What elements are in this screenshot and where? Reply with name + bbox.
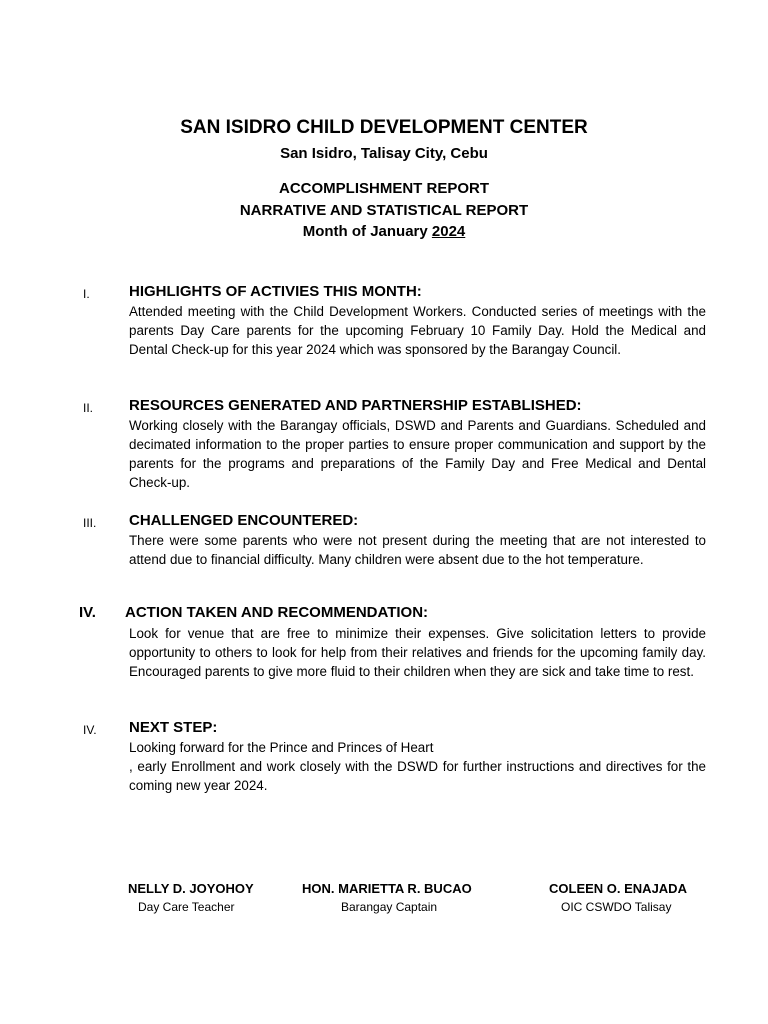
section-body: Look for venue that are free to minimize their expenses. Give solicitation letters to provide opportunity to others to look for help from their relatives and friends for the upcoming family day. Encouraged parents to give more fluid to their children when they are sick and take time to rest.: [129, 626, 706, 679]
signatory-role: OIC CSWDO Talisay: [561, 900, 672, 914]
organization-name: SAN ISIDRO CHILD DEVELOPMENT CENTER: [180, 117, 588, 138]
organization-address: San Isidro, Talisay City, Cebu: [280, 145, 488, 162]
section-number: III.: [83, 516, 97, 530]
report-subtitle: NARRATIVE AND STATISTICAL REPORT: [239, 202, 529, 219]
section-number: II.: [83, 401, 94, 415]
section-body-first-line: Looking forward for the Prince and Princes of Heart: [129, 740, 434, 755]
signatory-name: HON. MARIETTA R. BUCAO: [302, 881, 472, 896]
section-body: There were some parents who were not present during the meeting that are not interested to attend due to financial difficulty. Many children were absent due to the hot temperature.: [129, 533, 706, 567]
section-title: NEXT STEP:: [129, 719, 218, 736]
section-title: RESOURCES GENERATED AND PARTNERSHIP ESTABLISHED:: [129, 397, 582, 414]
section-number: IV.: [83, 723, 97, 737]
section-number: IV.: [79, 604, 96, 621]
signatory-role: Barangay Captain: [341, 900, 438, 914]
section-body: Attended meeting with the Child Development Workers. Conducted series of meetings with the parents Day Care parents for the upcoming February 10 Family Day. Hold the Medical and Dental Check-up for this year 2024 which was sponsored by the Barangay Council.: [129, 304, 706, 357]
signatory-name: COLEEN O. ENAJADA: [549, 881, 687, 896]
report-month: [0, 223, 768, 240]
report-month-prefix: Month of January: [302, 223, 432, 240]
signatory-name: NELLY D. JOYOHOY: [128, 881, 254, 896]
report-title: ACCOMPLISHMENT REPORT: [279, 180, 489, 197]
section-title: ACTION TAKEN AND RECOMMENDATION:: [125, 604, 429, 621]
signatory-role: Day Care Teacher: [138, 900, 235, 914]
section-number: I.: [83, 287, 90, 301]
section-title: CHALLENGED ENCOUNTERED:: [129, 512, 359, 529]
report-year: 2024: [431, 223, 466, 240]
section-title: HIGHLIGHTS OF ACTIVIES THIS MONTH:: [129, 283, 422, 300]
section-body: Working closely with the Barangay officials, DSWD and Parents and Guardians. Scheduled and decimated information to the proper parties to ensure proper communication and support by the parents for the programs and preparations of the Family Day and Free Medical and Dental Check-up.: [129, 418, 706, 490]
section-body: , early Enrollment and work closely with the DSWD for further instructions and directives for the coming new year 2024.: [129, 759, 706, 793]
